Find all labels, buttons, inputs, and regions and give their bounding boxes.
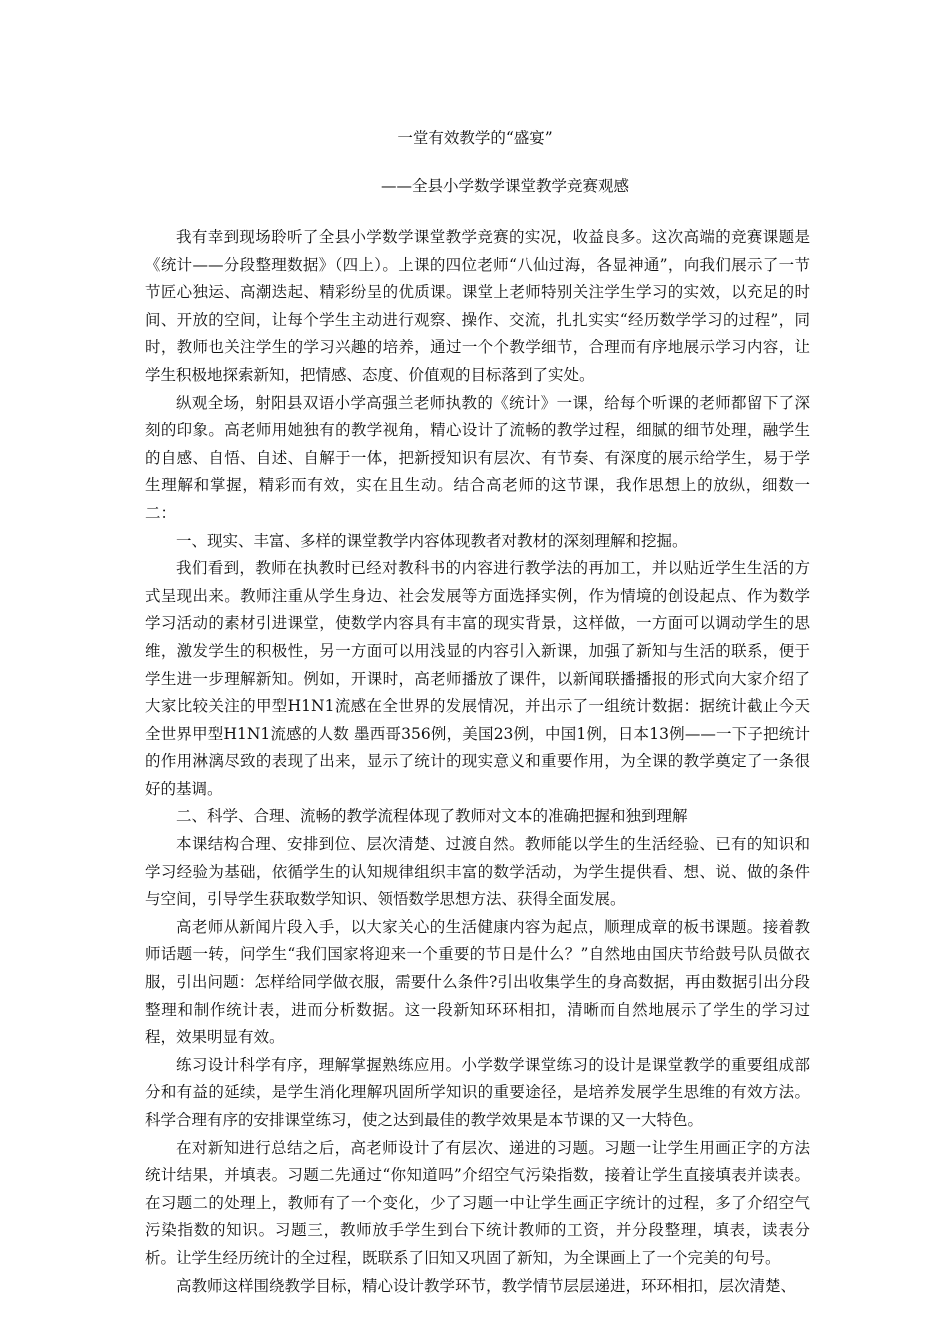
paragraph-structure: 本课结构合理、安排到位、层次清楚、过渡自然。教师能以学生的生活经验、已有的知识和学习经验为基础，依循学生的认知规律组织丰富的数学活动，为学生提供看、想、说、做的条件与空间，引导学生获取数学知识、领悟数学思想方法、获得全面发展。 [145, 835, 810, 909]
document-body [145, 224, 810, 1300]
paragraph-conclusion: 高教师这样围绕教学目标，精心设计教学环节，教学情节层层递进，环环相扣，层次清楚、 [176, 1276, 797, 1295]
paragraph-section-1: 我们看到，教师在执教时已经对教科书的内容进行教学法的再加工，并以贴近学生生活的方式呈现出来。教师注重从学生身边、社会发展等方面选择实例，作为情境的创设起点、作为数学学习活动的素材引进课堂，使数学内容具有丰富的现实背景，这样做，一方面可以调动学生的思维，激发学生的积极性，另一方面可以用浅显的内容引入新课，加强了新知与生活的联系，便于学生进一步理解新知。例如，开课时，高老师播放了课件，以新闻联播播报的形式向大家介绍了大家比较关注的甲型H1N1流感在全世界的发展情况，并出示了一组统计数据：据统计截止今天全世界甲型H1N1流感的人数 墨西哥356例，美国23例，中国1例，日本13例——一下子把统计的作用淋漓尽致的表现了出来，显示了统计的现实意义和重要作用，为全课的教学奠定了一条很好的基调。 [145, 559, 810, 798]
paragraph-intro: 我有幸到现场聆听了全县小学数学课堂教学竞赛的实况，收益良多。这次高端的竞赛课题是《统计——分段整理数据》（四上）。上课的四位老师“八仙过海，各显神通”，向我们展示了一节节匠心独运、高潮迭起、精彩纷呈的优质课。课堂上老师特别关注学生学习的实效，以充足的时间、开放的空间，让每个学生主动进行观察、操作、交流，扎扎实实“经历数学学习的过程”，同时，教师也关注学生的学习兴趣的培养，通过一个个教学细节，合理而有序地展示学习内容，让学生积极地探索新知，把情感、态度、价值观的目标落到了实处。 [145, 228, 810, 384]
document-title: 一堂有效教学的“盛宴” [397, 129, 553, 147]
section-heading-2: 二、科学、合理、流畅的教学流程体现了教师对文本的准确把握和独到理解 [176, 807, 688, 826]
section-heading-1: 一、现实、丰富、多样的课堂教学内容体现教者对教材的深刻理解和挖掘。 [176, 531, 688, 550]
paragraph-overview: 纵观全场，射阳县双语小学高强兰老师执教的《统计》一课，给每个听课的老师都留下了深刻的印象。高老师用她独有的教学视角，精心设计了流畅的教学过程，细腻的细节处理，融学生的自感、自悟、自述、自解于一体，把新授知识有层次、有节奏、有深度的展示给学生，易于学生理解和掌握，精彩而有效，实在且生动。结合高老师的这节课，我作思想上的放纵，细数一二： [145, 393, 810, 522]
paragraph-exercises: 在对新知进行总结之后，高老师设计了有层次、递进的习题。习题一让学生用画正字的方法统计结果，并填表。习题二先通过“你知道吗”介绍空气污染指数，接着让学生直接填表并读表。在习题二的处理上，教师有了一个变化，少了习题一中让学生画正字统计的过程，多了介绍空气污染指数的知识。习题三，教师放手学生到台下统计教师的工资，并分段整理，填表，读表分析。让学生经历统计的全过程，既联系了旧知又巩固了新知，为全课画上了一个完美的句号。 [145, 1138, 810, 1267]
paragraph-exercise-design: 练习设计科学有序，理解掌握熟练应用。小学数学课堂练习的设计是课堂教学的重要组成部分和有益的延续，是学生消化理解巩固所学知识的重要途径，是培养发展学生思维的有效方法。科学合理有序的安排课堂练习，使之达到最佳的教学效果是本节课的又一大特色。 [145, 1055, 810, 1129]
document-subtitle: ——全县小学数学课堂教学竞赛观感 [380, 177, 629, 195]
paragraph-lesson-flow: 高老师从新闻片段入手，以大家关心的生活健康内容为起点，顺理成章的板书课题。接着教师话题一转，问学生“我们国家将迎来一个重要的节日是什么？”自然地由国庆节给鼓号队员做衣服，引出问题：怎样给同学做衣服，需要什么条件?引出收集学生的身高数据，再由数据引出分段整理和制作统计表，进而分析数据。这一段新知环环相扣，清晰而自然地展示了学生的学习过程，效果明显有效。 [145, 917, 810, 1047]
